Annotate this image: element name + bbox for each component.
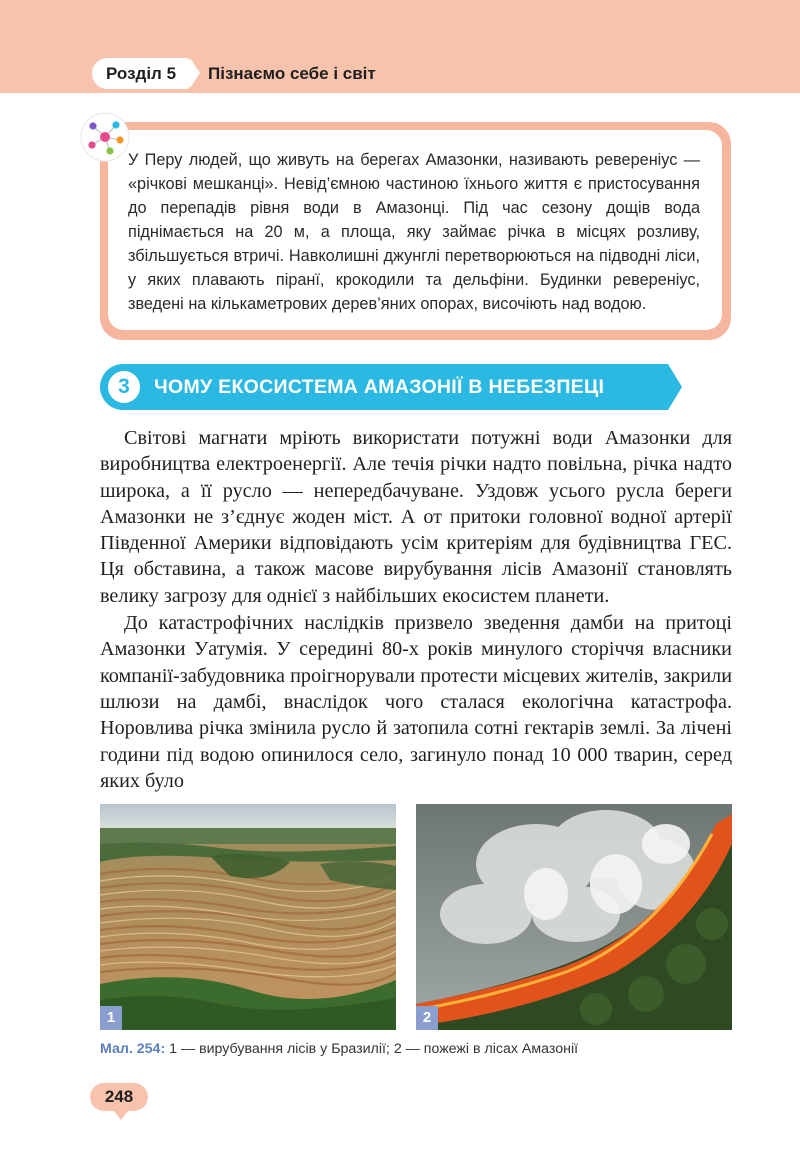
caption-label: Мал. 254: bbox=[100, 1041, 166, 1057]
chapter-header bbox=[92, 58, 382, 89]
section-title: ЧОМУ ЕКОСИСТЕМА АМАЗОНІЇ В НЕБЕЗПЕЦІ bbox=[154, 376, 605, 398]
body-paragraph-2: До катастрофічних наслідків призвело зведення дамби на притоці Амазонки Уатумія. У середині 80-х років минулого сторіччя власники компанії-забудовника проігнорували протести місцевих жителів, закрили шлюзи на дамбі, внаслідок чого сталася екологічна катастрофа. Норовлива річка змінила русло й затопила сотні гектарів землі. За лічені години під водою опинилося село, загинуло понад 10 000 тварин, серед яких було bbox=[100, 612, 732, 792]
info-text: У Перу людей, що живуть на берегах Амазонки, називають ревереніус — «річкові мешканці». Невід’ємною частиною їхнього життя є пристосування до перепадів рівня води в Амазонці. Під час сезону дощів вода піднімається на 20 м, а площа, яку займає річка в місцях розливу, збільшується втричі. Навколишні джунглі перетворюються на підводні ліси, у яких плавають піранї, крокодили та дельфіни. Будинки ревереніус, зведені на кількаметрових дерев’яних опорах, височіють над водою. bbox=[128, 151, 700, 313]
idea-network-icon bbox=[80, 112, 130, 162]
photo-1-number: 1 bbox=[100, 1006, 122, 1030]
photo-deforestation bbox=[100, 804, 396, 1030]
body-paragraph-1: Світові магнати мріють використати потужні води Амазонки для виробництва електроенергії. Але течія річки надто повільна, річка надто широка, а її русло — непередбачуване. Уздовж усього русла береги Амазонки не з’єднує жоден міст. А от притоки головної водної артерії Південної Америки відповідають усім критеріям для будівництва ГЕС. Ця обставина, а також масове вирубування лісів Амазонії становлять велику загрозу для однієї з найбільших екосистем планети. bbox=[100, 427, 732, 607]
body-text bbox=[100, 425, 732, 794]
page-number: 248 bbox=[90, 1083, 148, 1111]
info-box-inner bbox=[108, 130, 722, 330]
section-heading bbox=[100, 364, 668, 410]
caption-text: 1 — вирубування лісів у Бразилії; 2 — пожежі в лісах Амазонії bbox=[165, 1041, 579, 1057]
section-number: 3 bbox=[108, 371, 140, 403]
chapter-title: Пізнаємо себе і світ bbox=[208, 64, 376, 83]
photo-2-number: 2 bbox=[416, 1006, 438, 1030]
info-box bbox=[100, 122, 731, 340]
photo-forest-fire bbox=[416, 804, 732, 1030]
figure-caption bbox=[100, 1041, 578, 1057]
chapter-label: Розділ 5 bbox=[92, 58, 190, 89]
